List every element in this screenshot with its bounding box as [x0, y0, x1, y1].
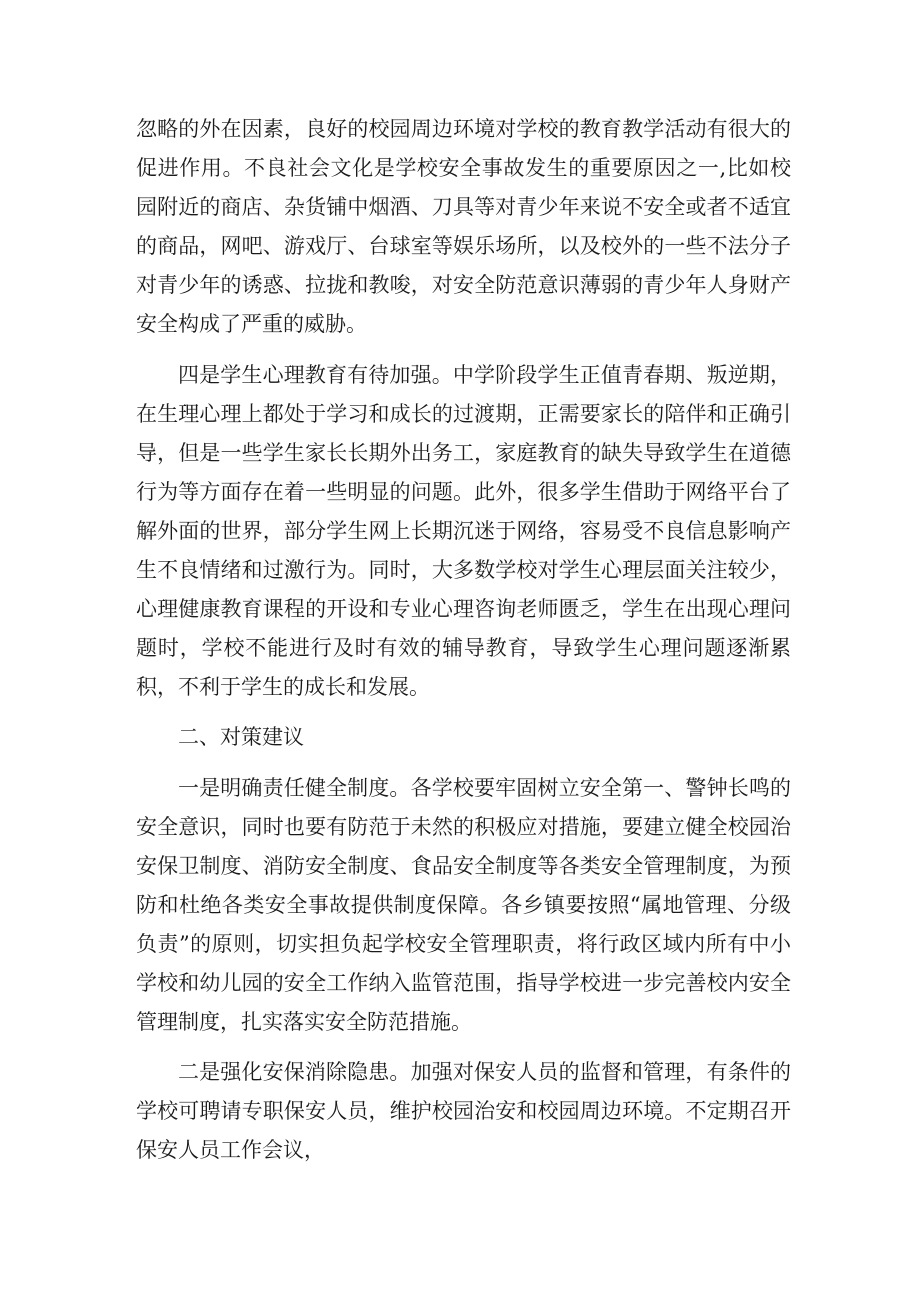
paragraph-psychological-education: 四是学生心理教育有待加强。中学阶段学生正值青春期、叛逆期，在生理心理上都处于学习和成长的过渡期，正需要家长的陪伴和正确引导，但是一些学生家长长期外出务工，家庭教育的缺失导致学生在道德行为等方面存在着一些明显的问题。此外，很多学生借助于网络平台了解外面的世界，部分学生网上长期沉迷于网络，容易受不良信息影响产生不良情绪和过激行为。同时，大多数学校对学生心理层面关注较少，心理健康教育课程的开设和专业心理咨询老师匮乏，学生在出现心理问题时，学校不能进行及时有效的辅导教育，导致学生心理问题逐渐累积，不利于学生的成长和发展。: [136, 362, 791, 700]
paragraph-campus-environment: 忽略的外在因素，良好的校园周边环境对学校的教育教学活动有很大的促进作用。不良社会文化是学校安全事故发生的重要原因之一,比如校园附近的商店、杂货铺中烟酒、刀具等对青少年来说不安全或者不适宜的商品，网吧、游戏厅、台球室等娱乐场所，以及校外的一些不法分子对青少年的诱惑、拉拢和教唆，对安全防范意识薄弱的青少年人身财产安全构成了严重的威胁。: [136, 117, 791, 337]
paragraph-responsibility-system: 一是明确责任健全制度。各学校要牢固树立安全第一、警钟长鸣的安全意识，同时也要有防范于未然的积极应对措施，要建立健全校园治安保卫制度、消防安全制度、食品安全制度等各类安全管理制度，为预防和杜绝各类安全事故提供制度保障。各乡镇要按照“属地管理、分级负责”的原则，切实担负起学校安全管理职责，将行政区域内所有中小学校和幼儿园的安全工作纳入监管范围，指导学校进一步完善校内安全管理制度，扎实落实安全防范措施。: [136, 775, 791, 1035]
section-heading-countermeasures: 二、对策建议: [178, 725, 304, 750]
document-page: [136, 110, 791, 1181]
paragraph-security-hazards: 二是强化安保消除隐患。加强对保安人员的监督和管理，有条件的学校可聘请专职保安人员，维护校园治安和校园周边环境。不定期召开保安人员工作会议，: [136, 1060, 791, 1163]
